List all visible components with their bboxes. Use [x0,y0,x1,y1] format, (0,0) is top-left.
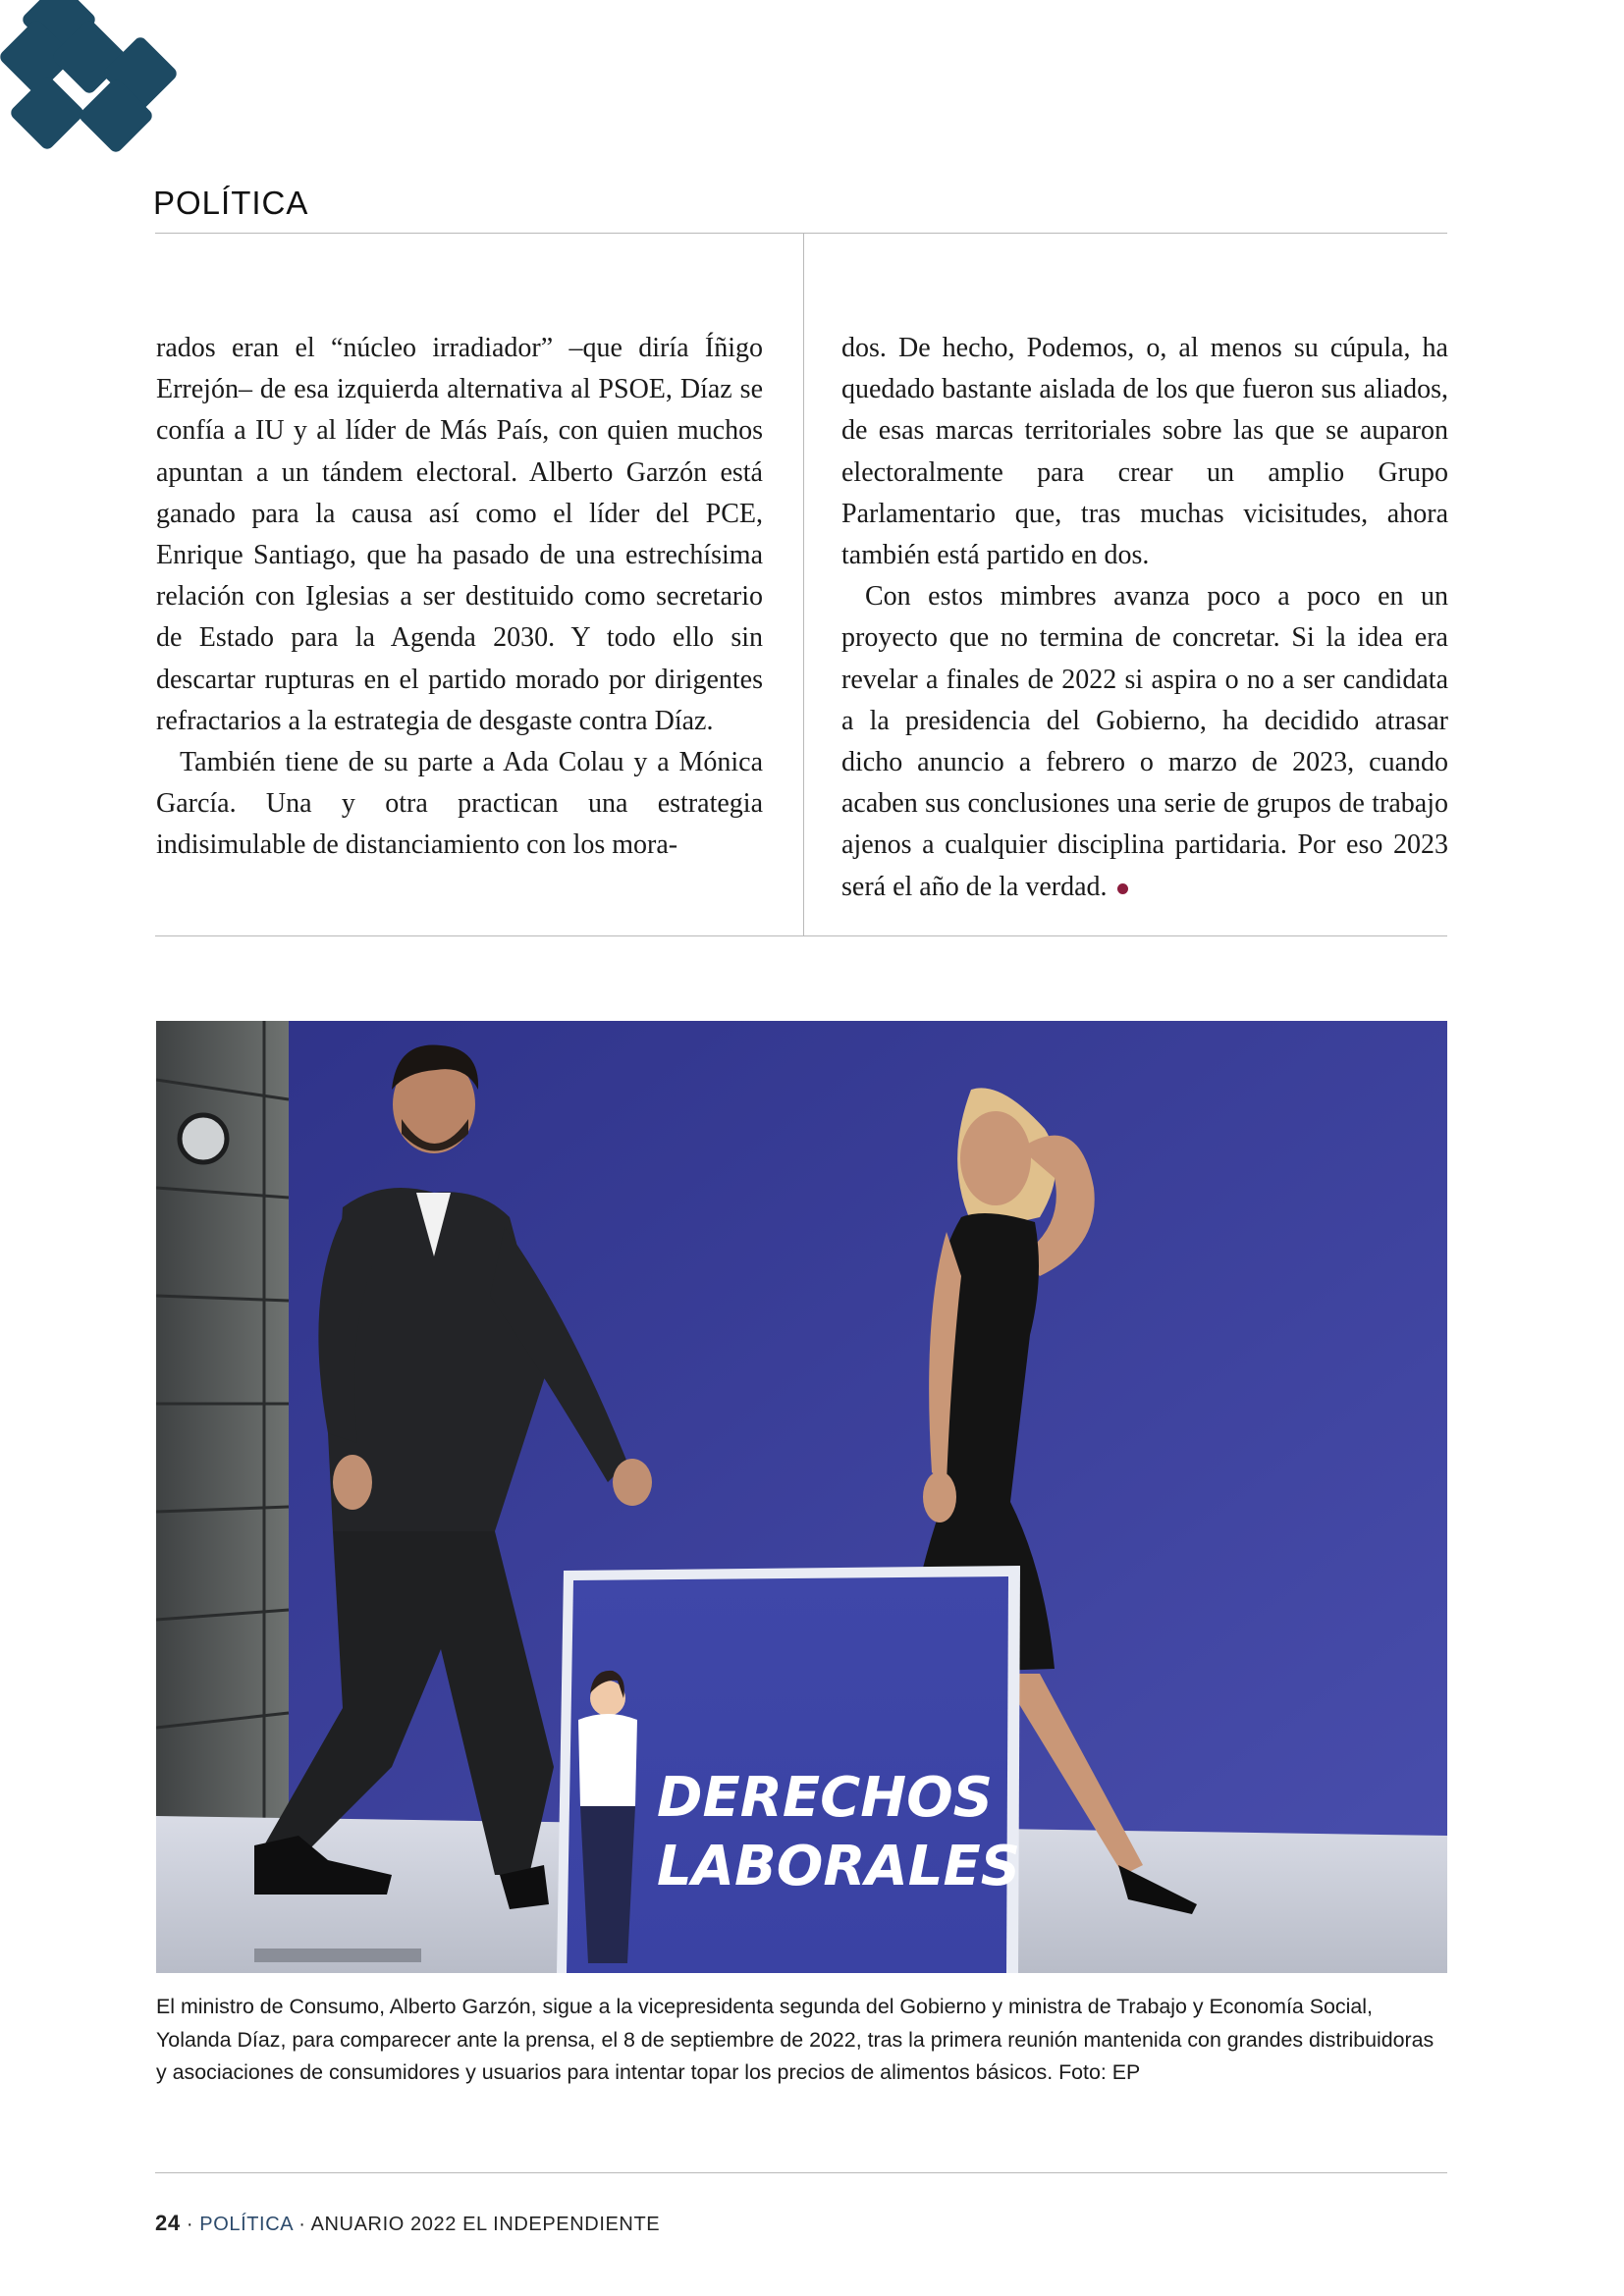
footer-separator: · [180,2214,200,2235]
footer-publication: ANUARIO 2022 EL INDEPENDIENTE [310,2214,661,2235]
article-photo [156,1021,1447,1973]
page-number: 24 [155,2211,181,2235]
end-of-article-dot [1117,883,1128,894]
paragraph-text: Con estos mimbres avanza poco a poco en un proyecto que no termina de concretar. Si la idea era revelar a finales de 2022 si aspira o no a ser candidata a la presidencia del Gobierno, ha decidido atrasar dicho anuncio a febrero o marzo de 2023, cuando acaben sus conclusiones una serie de grupos de trabajo ajenos a cualquier disciplina partidaria. Por eso 2023 será el año de la verdad. [841,581,1448,902]
column-divider [803,234,804,936]
paragraph: También tiene de su parte a Ada Colau y a Mónica García. Una y otra practican una estrategia indisimulable de distanciamiento con los mora- [156,747,763,861]
section-title: POLÍTICA [153,185,309,221]
article-column-1 [156,328,763,867]
derechos-laborales-sign [557,1566,1020,1973]
sign-line-2: LABORALES [657,1835,1021,1898]
paragraph: rados eran el “núcleo irradiador” –que diría Íñigo Errejón– de esa izquierda alternativa al PSOE, Díaz se confía a IU y al líder de Más País, con quien muchos apuntan a un tándem electoral. Alberto Garzón está ganado para la causa así como el líder del PCE, Enrique Santiago, que ha pasado de una estrechísima relación con Iglesias a ser destituido como secretario de Estado para la Agenda 2030. Y todo ello sin descartar rupturas en el partido morado por dirigentes refractarios a la estrategia de desgaste contra Díaz. [156,333,763,736]
page-footer [155,2211,660,2236]
article-column-2 [841,328,1448,908]
footer-separator: · [293,2214,311,2235]
footer-section: POLÍTICA [199,2214,294,2235]
magazine-logo [0,0,196,157]
photo-caption: El ministro de Consumo, Alberto Garzón, sigue a la vicepresidenta segunda del Gobierno y ministra de Trabajo y Economía Social, Yolanda Díaz, para comparecer ante la prensa, el 8 de septiembre de 2022, tras la primera reunión mantenida con grandes distribuidoras y asociaciones de consumidores y usuarios para intentar topar los precios de alimentos básicos. Foto: EP [156,1995,1435,2084]
paragraph [841,576,1448,908]
paragraph: dos. De hecho, Podemos, o, al menos su cúpula, ha quedado bastante aislada de los que fueron sus aliados, de esas marcas territoriales sobre las que se auparon electoralmente para crear un amplio Grupo Parlamentario que, tras muchas vicisitudes, ahora también está partido en dos. [841,333,1448,571]
sign-line-1: DERECHOS [657,1766,994,1830]
footer-rule [155,2172,1447,2173]
header-rule [155,233,1447,234]
article-bottom-rule [155,935,1447,936]
